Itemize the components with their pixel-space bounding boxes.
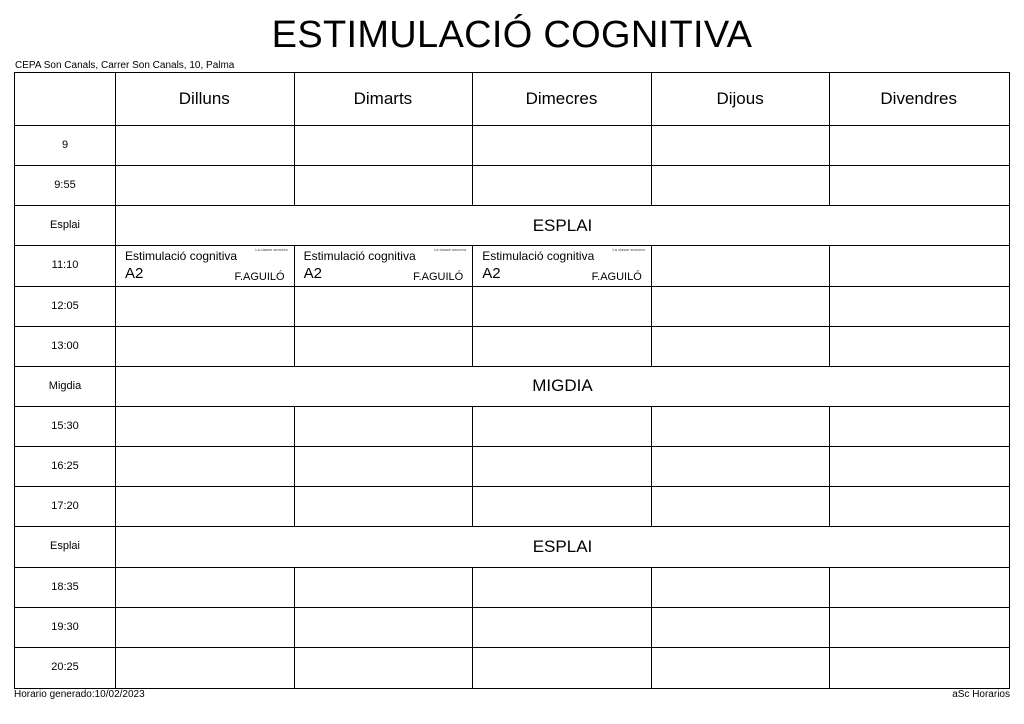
- row-divider: [15, 647, 1009, 648]
- lesson-note: La classe sencera: [255, 247, 288, 253]
- break-band-migdia: MIGDIA: [116, 367, 1009, 406]
- time-label: 9:55: [54, 179, 76, 192]
- lesson-note: La classe sencera: [612, 247, 645, 253]
- lesson-subject: Estimulació cognitiva: [482, 249, 595, 264]
- lesson-group: A2: [125, 265, 144, 283]
- time-label: Esplai: [50, 219, 80, 232]
- time-label: 19:30: [51, 620, 79, 633]
- school-address: CEPA Son Canals, Carrer Son Canals, 10, Palma: [15, 60, 235, 71]
- lesson-teacher: F.AGUILÓ: [234, 271, 285, 284]
- time-label: 13:00: [51, 339, 79, 352]
- software-brand: aSc Horarios: [952, 689, 1010, 700]
- time-label: Migdia: [48, 379, 82, 392]
- break-band-esplai: ESPLAI: [116, 527, 1009, 566]
- row-divider: [15, 607, 1009, 608]
- row-divider: [15, 326, 1009, 327]
- break-band-esplai: ESPLAI: [116, 206, 1009, 245]
- lesson-teacher: F.AGUILÓ: [591, 271, 642, 284]
- time-label: Esplai: [50, 540, 80, 553]
- lesson-subject: Estimulació cognitiva: [303, 249, 416, 264]
- time-label: 16:25: [51, 460, 79, 473]
- day-header-dijous: Dijous: [716, 89, 764, 108]
- lesson-card[interactable]: [473, 246, 651, 285]
- row-divider: [15, 486, 1009, 487]
- day-header-divendres: Divendres: [880, 89, 957, 108]
- lesson-card[interactable]: [116, 246, 294, 285]
- lesson-group: A2: [482, 265, 501, 283]
- time-label: 20:25: [51, 660, 79, 673]
- page-title: ESTIMULACIÓ COGNITIVA: [271, 14, 753, 56]
- time-label: 17:20: [51, 500, 79, 513]
- row-divider: [15, 165, 1009, 166]
- timetable-grid: [14, 72, 1010, 689]
- time-label: 12:05: [51, 299, 79, 312]
- row-divider: [15, 286, 1009, 287]
- row-divider: [15, 567, 1009, 568]
- lesson-teacher: F.AGUILÓ: [413, 271, 464, 284]
- row-divider: [15, 406, 1009, 407]
- lesson-note: La classe sencera: [433, 247, 467, 253]
- header-divider: [15, 125, 1009, 126]
- time-label: 18:35: [51, 580, 79, 593]
- day-header-dimecres: Dimecres: [525, 89, 598, 108]
- time-label: 11:10: [51, 259, 79, 272]
- generated-date: Horario generado:10/02/2023: [14, 689, 145, 700]
- lesson-group: A2: [303, 265, 322, 283]
- lesson-subject: Estimulació cognitiva: [125, 249, 238, 264]
- day-header-dimarts: Dimarts: [353, 89, 413, 108]
- day-header-dilluns: Dilluns: [178, 89, 230, 108]
- time-label: 15:30: [51, 420, 79, 433]
- lesson-card[interactable]: [295, 246, 473, 285]
- row-divider: [15, 446, 1009, 447]
- time-label: 9: [61, 139, 69, 152]
